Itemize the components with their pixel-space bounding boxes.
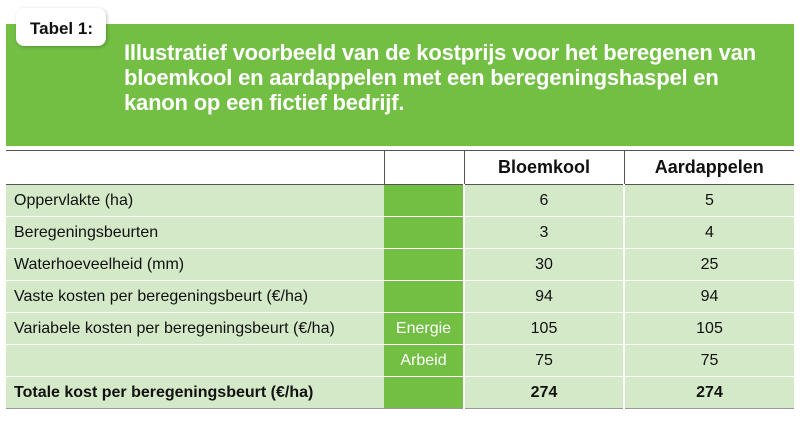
cell-aardappelen: 274 bbox=[624, 377, 794, 409]
row-sub bbox=[384, 377, 464, 409]
cell-bloemkool: 75 bbox=[464, 345, 624, 377]
table-row bbox=[6, 185, 794, 217]
header-empty bbox=[6, 151, 384, 185]
table-row-total bbox=[6, 377, 794, 409]
cell-bloemkool: 3 bbox=[464, 217, 624, 249]
row-sub bbox=[384, 185, 464, 217]
table-row bbox=[6, 281, 794, 313]
table-title: Illustratief voorbeeld van de kostprijs voor het beregenen van bloemkool en aardappelen met een beregeningshaspel en kanon op een fictief bedrijf. bbox=[124, 40, 756, 115]
cell-bloemkool: 94 bbox=[464, 281, 624, 313]
table-header-row bbox=[6, 151, 794, 185]
cost-table bbox=[6, 150, 794, 409]
row-label: Variabele kosten per beregeningsbeurt (€/ha) bbox=[6, 313, 384, 345]
table-tag bbox=[16, 8, 106, 46]
row-sub: Energie bbox=[384, 313, 464, 345]
row-label: Beregeningsbeurten bbox=[6, 217, 384, 249]
cell-bloemkool: 6 bbox=[464, 185, 624, 217]
table-row bbox=[6, 217, 794, 249]
row-label: Totale kost per beregeningsbeurt (€/ha) bbox=[6, 377, 384, 409]
table-row bbox=[6, 345, 794, 377]
column-header-aardappelen: Aardappelen bbox=[624, 151, 794, 185]
row-sub bbox=[384, 249, 464, 281]
cell-bloemkool: 30 bbox=[464, 249, 624, 281]
row-sub bbox=[384, 217, 464, 249]
column-header-bloemkool: Bloemkool bbox=[464, 151, 624, 185]
cell-bloemkool: 105 bbox=[464, 313, 624, 345]
header-empty-sub bbox=[384, 151, 464, 185]
row-label: Waterhoeveelheid (mm) bbox=[6, 249, 384, 281]
cell-aardappelen: 105 bbox=[624, 313, 794, 345]
row-sub bbox=[384, 281, 464, 313]
row-label: Oppervlakte (ha) bbox=[6, 185, 384, 217]
table-tag-label: Tabel 1: bbox=[30, 19, 93, 38]
row-sub: Arbeid bbox=[384, 345, 464, 377]
cell-bloemkool: 274 bbox=[464, 377, 624, 409]
cell-aardappelen: 75 bbox=[624, 345, 794, 377]
table-row bbox=[6, 249, 794, 281]
cell-aardappelen: 5 bbox=[624, 185, 794, 217]
table-row bbox=[6, 313, 794, 345]
cell-aardappelen: 25 bbox=[624, 249, 794, 281]
row-label: Vaste kosten per beregeningsbeurt (€/ha) bbox=[6, 281, 384, 313]
cell-aardappelen: 4 bbox=[624, 217, 794, 249]
row-label bbox=[6, 345, 384, 377]
cell-aardappelen: 94 bbox=[624, 281, 794, 313]
